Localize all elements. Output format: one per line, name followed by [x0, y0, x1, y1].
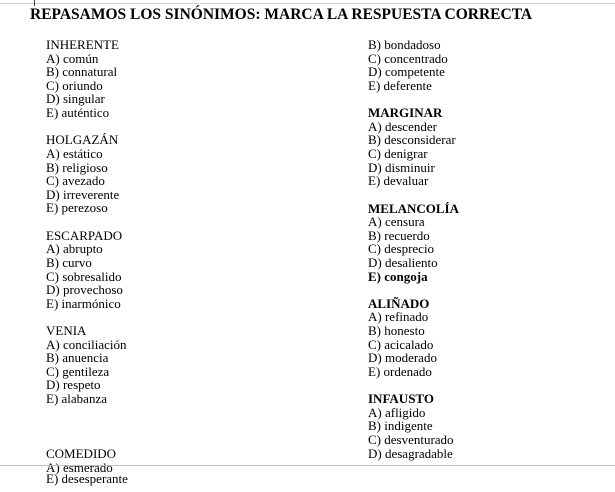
answer-option: B) desconsiderar [368, 132, 456, 148]
answer-option: B) curvo [46, 254, 92, 270]
question-block [368, 297, 608, 379]
question-block [368, 106, 608, 188]
question-block [46, 38, 346, 120]
answer-option: E) alabanza [46, 391, 107, 407]
page-break-line [0, 465, 615, 466]
answer-option: C) acicalado [368, 336, 434, 352]
question-word: MARGINAR [368, 105, 443, 121]
answer-option: E) perezoso [46, 200, 108, 216]
question-word: HOLGAZÁN [46, 132, 119, 148]
answer-option: D) irreverente [46, 186, 120, 202]
answer-option: C) denigrar [368, 145, 428, 161]
page-title: REPASAMOS LOS SINÓNIMOS: MARCA LA RESPUESTA CORRECTA [30, 6, 533, 23]
answer-option: C) desprecio [368, 241, 435, 257]
answer-option: A) abrupto [46, 241, 103, 257]
answer-option: A) censura [368, 214, 425, 230]
answer-option: A) estático [46, 145, 103, 161]
question-word: MELANCOLÍA [368, 200, 460, 216]
answer-option: C) sobresalido [46, 268, 122, 284]
answer-option: D) disminuir [368, 159, 435, 175]
question-block [46, 133, 346, 215]
answer-option: B) connatural [46, 64, 118, 80]
question-word: INHERENTE [46, 37, 119, 52]
answer-option: A) esmerado [46, 460, 113, 476]
question-block [46, 229, 346, 311]
answer-option: A) afligido [368, 404, 426, 420]
question-word: ESCARPADO [46, 227, 123, 243]
question-block [46, 324, 346, 406]
answer-option: E) ordenado [368, 363, 432, 379]
right-column [368, 38, 608, 474]
answer-option: C) gentileza [46, 363, 110, 379]
answer-option: B) religioso [46, 159, 108, 175]
left-column [46, 38, 346, 488]
answer-option-highlighted: E) congoja [368, 268, 428, 284]
question-word: COMEDIDO [46, 446, 117, 462]
answer-option: B) recuerdo [368, 227, 430, 243]
answer-option: E) devaluar [368, 173, 429, 189]
question-word: INFAUSTO [368, 391, 434, 407]
answer-option: C) desventurado [368, 432, 454, 448]
answer-option: B) honesto [368, 323, 425, 339]
answer-option: D) desaliento [368, 254, 438, 270]
answer-option: D) desagradable [368, 445, 453, 461]
answer-option: E) auténtico [46, 104, 110, 120]
answer-option: B) bondadoso [368, 37, 441, 52]
answer-option: A) común [46, 50, 99, 66]
answer-option: C) concentrado [368, 50, 448, 66]
answer-option: D) competente [368, 64, 445, 80]
answer-option: E) inarmónico [46, 295, 121, 311]
question-block-continuation [368, 38, 608, 92]
page-top-edge [0, 0, 615, 4]
answer-option: C) avezado [46, 173, 105, 189]
answer-option: B) indigente [368, 418, 433, 434]
question-word: VENIA [46, 323, 87, 339]
answer-option: E) deferente [368, 77, 432, 93]
answer-option: B) anuencia [46, 350, 109, 366]
answer-option: D) singular [46, 91, 105, 107]
answer-option: E) desesperante [46, 471, 128, 486]
answer-option: A) conciliación [46, 336, 127, 352]
answer-option: D) provechoso [46, 282, 123, 298]
answer-option: A) descender [368, 118, 437, 134]
answer-option: A) refinado [368, 309, 429, 325]
question-block [368, 202, 608, 284]
spacer [46, 419, 346, 447]
answer-option: C) oriundo [46, 77, 103, 93]
question-block [368, 392, 608, 460]
answer-option: D) respeto [46, 377, 101, 393]
answer-option: D) moderado [368, 350, 437, 366]
question-word: ALIÑADO [368, 295, 430, 311]
